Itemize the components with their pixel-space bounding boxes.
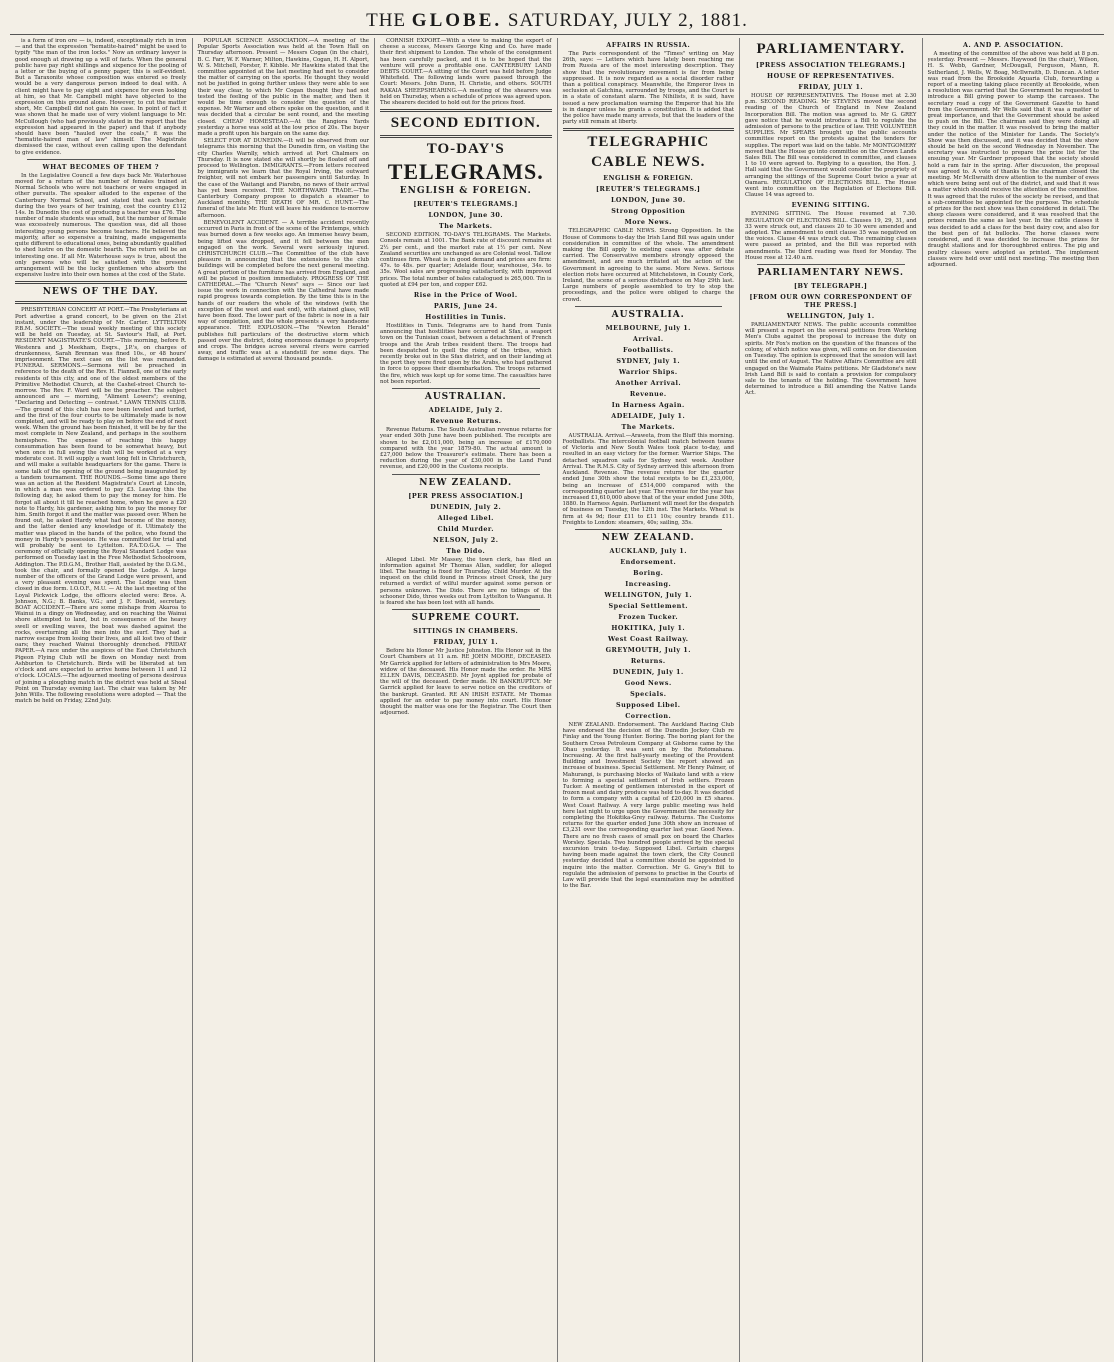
heading-revenue-returns: Revenue Returns.: [429, 417, 502, 426]
article-hematite: is a form of iron ore — is, indeed, exceptionally rich in iron — and that the expression "hematite-haired" might be used to typify "the man of the iron locks." Now an ordinary lawyer is good enough at drawing up a will of facts. When the general public have pay right shillings and sixpence for the pooling of a letter or the buying of a penny paper, this is self-evident. But a Taraxonite whose composition was entered so freely would be a very dangerous person indeed to deal with. A client might have to pay eight and sixpence for even looking at him, so that Mr. Campbell might have objected to the expression on this ground alone. However, to cut the matter short, Mr. Campbell did not gain his case. In point of fact it was shown that he made use of very violent language to Mr. McCullough (who had previously stated in the report that the expression had appeared in the paper) and that if anybody should have been "hauled over the coals," it was the "hematite-haired man of law" himself. The Magistrate dismissed the case, without even calling upon the defendant to give evidence.: [15, 38, 187, 156]
heading-parliamentary: PARLIAMENTARY.: [756, 41, 906, 57]
article-dunedin: SELECT FOR AT DUNEDIN.—It will be observed from our telegrams this morning that the Dunedin firm, on visiting the city Charles Warnlly, which arrived at Port Chalmers on Thursday. It is now stated she will shortly be floated off and proceed to Wellington. IMMIGRANTS.—From letters received by immigrants we learn that the Royal Irving, the outward freighter, will not embark her passengers until Saturday. In the case of the Waitangi and Piarebn, no news of their arrival has yet been received. THE NORTHWARD TRADE.—The Canterbury Company propose to dispatch a steamer to Auckland monthly. THE DEATH OF MR. C. HUNT.—The funeral of the late Mr. Hunt will leave his residence to-morrow afternoon.: [197, 138, 369, 219]
rule: [757, 264, 905, 265]
heading-markets: The Markets.: [438, 222, 493, 231]
heading-endorsement: Endorsement.: [620, 557, 677, 566]
heading-rise-price: Rise in the Price of Wool.: [413, 291, 518, 300]
heading-west-coast-railway: West Coast Railway.: [607, 634, 689, 643]
article-cornish-export: CORNISH EXPORT.—With a view to making the export of cheese a success, Messrs George King and Co. have made their first shipment to London. The whole of the consignment has been carefully packed, and it is to be hoped that the venture will prove a profitable one. CANTERBURY LAND DEBTS COURT.—A sitting of the Court was held before Judge Whitefield. The following lands were passed through the Court: Messrs. John Dunn, H. Christie, and others. SOUTH RAKAIA SHEEPSHEARING.—A meeting of the shearers was held on Thursday, when a schedule of prices was agreed upon. The shearers decided to hold out for the prices fixed.: [380, 38, 552, 107]
heading-correction: Correction.: [625, 711, 672, 720]
article-hostilities: Hostilities in Tunis. Telegrams are to hand from Tunis announcing that hostilities have occurred at Sfax, a seaport town on the Tunisian coast, between a detachment of French troops and the Arab tribes resident there. The troops had been despatched to quell the rising of the tribes, which recently broke out in the Sfax district, and on their landing at the port they were fired upon by the Arabs, who had gathered in force to oppose their disembarkation. The troops returned the fire, which was kept up for some time. The casualties have not been reported.: [380, 323, 552, 385]
heading-child-murder: Child Murder.: [437, 524, 494, 533]
heading-hokitika: HOKITIKA, July 1.: [611, 623, 686, 632]
article-cable-news: TELEGRAPHIC CABLE NEWS. Strong Opposition. In the House of Commons to-day the Irish Land Bill was again under consideration in committee of the whole. The amendment making the Bill apply to existing cases was after debate carried. The Conservative members strongly opposed the amendment, and are much irritated at the action of the Government in agreeing to the same. More News. Serious election riots have occurred at Mitchelstown, in County Cork, Ireland, the scene of a serious disturbance on May 29th last. Large numbers of people assembled to try to stop the proceedings, and the police were obliged to charge the crowd.: [562, 228, 734, 303]
heading-australian: AUSTRALIAN.: [424, 392, 507, 403]
heading-london: LONDON, June 30.: [428, 211, 504, 220]
columns: [10, 38, 1104, 1362]
heading-second-edition: SECOND EDITION.: [390, 115, 541, 132]
article-supreme-court: Before his Honor Mr Justice Johnston. His Honor sat in the Court Chambers at 11 a.m. RE JOHN MOORE, DECEASED. Mr Garrick applied for letters of administration to Mrs Moore, widow of the deceased. His Honor made the order. Re MRS ELLEN DAVIS, DECEASED. Mr Joynt applied for probate of the will of the deceased. Order made. IN BANKRUPTCY. Mr Garrick applied for leave to serve notice on the creditors of the bankrupt. Granted. RE AN IRISH ESTATE. Mr Thomas applied for an order to pay money into court. His Honor thought the matter was one for the Registrar. The Court then adjourned.: [380, 648, 552, 717]
column-4: [558, 38, 741, 1362]
double-rule: [15, 281, 187, 284]
heading-reuter-2: [REUTER'S TELEGRAMS.]: [596, 185, 701, 194]
heading-sydney: SYDNEY, July 1.: [616, 356, 681, 365]
heading-evening-sitting: EVENING SITTING.: [791, 201, 870, 210]
column-2: [193, 38, 376, 1362]
heading-new-zealand-2: NEW ZEALAND.: [601, 532, 695, 543]
heading-special-settlement: Special Settlement.: [608, 601, 688, 610]
heading-supposed-libel: Supposed Libel.: [616, 700, 681, 709]
heading-increasing: Increasing.: [625, 579, 672, 588]
heading-melbourne: MELBOURNE, July 1.: [605, 323, 691, 332]
heading-hostilities: Hostilities in Tunis.: [425, 313, 507, 322]
heading-another-arrival: Another Arrival.: [615, 378, 682, 387]
heading-what-becomes: WHAT BECOMES OF THEM ?: [42, 162, 160, 171]
double-rule: [15, 301, 187, 304]
article-russia: The Paris correspondent of the "Times" writing on May 26th, says: — Letters which have lately been reaching me from Russia are of the most interesting description. They show that the revolutionary movement is far from being suppressed. It is now regarded as a social disorder rather than a political conspiracy. Meanwhile, the Emperor lives in seclusion at Gatchina, surrounded by troops, and the Court is in a state of constant alarm. The Nihilists, it is said, have issued a new proclamation warning the Emperor that his life is in danger unless he grants a constitution. It is added that the police have made many arrests, but that the leaders of the party still remain at liberty.: [562, 51, 734, 126]
heading-adelaide-july1: ADELAIDE, July 1.: [611, 411, 686, 420]
heading-pa-telegrams: [PRESS ASSOCIATION TELEGRAMS.]: [756, 61, 906, 69]
heading-todays: TO-DAY'S: [426, 141, 505, 158]
rule: [575, 306, 723, 307]
heading-affairs-russia: AFFAIRS IN RUSSIA.: [606, 41, 691, 49]
article-accident: BENEVOLENT ACCIDENT. — A terrible accident recently occurred in Paris in front of the scene of the Printemps, which was burned down a few weeks ago. An immense heavy beam, being lifted was dropped, and it fell between the men engaged on the work. Several were seriously injured. CHRISTCHURCH CLUB.—The Committee of the club have pleasure in announcing that the extensions to the club buildings will be completed before the next general meeting. A great portion of the furniture has arrived from England, and will be placed in position immediately. PROGRESS OF THE CATHEDRAL.—The "Church News" says — Since our last issue the work in connection with the Cathedral have made rapid progress towards completion. By the time this is in the hands of our readers the whole of the windows (with the exception of the west and east end), with stained glass, will have been fixed. The lower part of the fabric is now in a fair way of completion, and the whole presents a very handsome appearance. THE EXPLOSION.—The "Newton Herald" publishes full particulars of the destructive storm which passed over the district, doing enormous damage to property and crops. The bridges across several rivers were carried away, and traffic was at a standstill for some days. The damage is estimated at several thousand pounds.: [197, 219, 369, 363]
heading-house-reps: HOUSE OF REPRESENTATIVES.: [767, 72, 895, 80]
heading-football: Footballists.: [623, 345, 674, 354]
article-ap-association: A meeting of the committee of the above was held at 8 p.m. yesterday. Present — Messrs. Haywood (in the chair), Wilson, H. S. Webb, Gardner, McDougall, Ferguson, Mann, R. Sutherland, J. Wells, W. Boag, McIlwraith, D. Duncan. A letter was read from the Brookside Aquaria Club, forwarding a report of a meeting taking place recently at Brookside, when a resolution was carried that the Government be requested to introduce a Bill giving power to stamp the carcases. The secretary read a copy of the Government Gazette to hand from the Government. Mr Wells said that it was a matter of great importance, and that the Government should be asked to push on the Bill. The chairman said they were doing all they could in the matter. It was resolved to bring the matter under the notice of the Minister for Lands. The Society's Show was then discussed, and it was decided that the show should be held on the second Wednesday in November. The secretary was instructed to prepare the prize list for the ensuing year. Mr Gardner proposed that the society should hold a ram fair in the spring. After discussion, the proposal was agreed to. A vote of thanks to the chairman closed the meeting. Mr McIlwraith drew attention to the number of ewes which were being sent out of the district, and said that it was a matter which should receive the attention of the committee. It was agreed that the rules of the society be revised, and that a sub-committee be appointed for the purpose. The schedule of prizes for the next show was then considered in detail. The sheep classes were considered, and it was resolved that the prizes remain the same as last year. In the cattle classes it was decided to add a class for the best dairy cow, and also for the best pen of fat bullocks. The horse classes were considered, and it was decided to increase the prizes for draught stallions and for thoroughbred entires. The pig and poultry classes were adopted as printed. The implement classes were held over until next meeting. The meeting then adjourned.: [927, 51, 1099, 268]
double-rule: [563, 128, 735, 131]
heading-strong-opposition: Strong Opposition: [611, 207, 686, 216]
article-evening: EVENING SITTING. The House resumed at 7.30. REGULATION OF ELECTIONS BILL. Clauses 19, 29, 31, and 33 were struck out, and clauses 20 to 30 were amended and adopted. The amendment to omit clause 35 was negatived on the voices. Clause 44 was struck out. The remaining clauses were passed as printed, and the Bill was reported with amendments. The third reading was fixed for Monday. The House rose at 12.40 a.m.: [745, 211, 917, 261]
article-house: HOUSE OF REPRESENTATIVES. The House met at 2.30 p.m. SECOND READING. Mr STEVENS moved the second reading of the Church of England in New Zealand Incorporation Bill. The motion was agreed to. Mr G. GREY gave notice that he would introduce a Bill to regulate the admission of persons to the practice of law. THE VOLUNTEER SUPPLIES. Mr SPEARS brought up the public accounts committee report on the protests against the tenders for supplies. The report was laid on the table. Mr MONTGOMERY moved that the House go into committee on the Crown Lands Sales Bill. The Bill was considered in committee, and clauses 1 to 10 were agreed to. Replying to a question, the Hon. J. Hall said that the Government would consider the propriety of arranging the sittings of the Supreme Court twice a year at Oamaru. REGULATION OF ELECTIONS BILL. The House went into committee on the Regulation of Elections Bill. Clause 14 was agreed to.: [745, 93, 917, 199]
heading-sittings: SITTINGS IN CHAMBERS.: [413, 627, 519, 636]
heading-by-telegraph: [BY TELEGRAPH.]: [794, 282, 868, 291]
heading-arrival: Arrival.: [632, 334, 664, 343]
heading-friday: FRIDAY, JULY 1.: [433, 638, 499, 647]
rule: [27, 159, 175, 160]
article-new-zealand-2: NEW ZEALAND. Endorsement. The Auckland Racing Club have endorsed the decision of the Dunedin Jockey Club re Finlay and the Young Hunter. Boring. The boring plant for the Southern Cross Petroleum Company at Gisborne came by the Ohau yesterday. It was sent on by the Rotomahana. Increasing. At the first half-yearly meeting of the Provident Building and Investment Society the report showed an increase of business. Special Settlement. Mr Henry Palmer, of Mahurangi, is purchasing blocks of Waikato land with a view to forming a special settlement of Irish settlers. Frozen Tucker. A meeting of gentlemen interested in the export of frozen meat and dairy produce was held to-day. It was decided to form a company with a capital of £20,000 in £5 shares. West Coast Railway. A very large public meeting was held here last night to urge upon the Government the necessity for completing the Hokitika-Grey railway. Returns. The Customs returns for the quarter ended June 30th show an increase of £3,231 over the corresponding quarter last year. Good News. There are no fresh cases of small pox on board the Charles Worsley. Specials. Two hundred people arrived by the special excursion train to-day. Supposed Libel. Certain charges having been made against the town clerk, the City Council yesterday decided that a committee should be appointed to inquire into the matter. Correction. Mr G. Grey's Bill to regulate the admission of persons to practise in the Courts of Law will provide that the legal examination may be admitted to the Bar.: [562, 721, 734, 890]
article-revenue-returns: Revenue Returns. The South Australian revenue returns for year ended 30th June have been published. The receipts are shown to be £2,011,000, being an increase of £170,000 compared with the year 1879-80. The actual amount is £27,000 below the Treasurer's estimate. There has been a reduction during the year of £30,000 in the Land Fund revenue, and £20,000 in the Customs receipts.: [380, 427, 552, 471]
heading-frozen-tucker: Frozen Tucker.: [618, 612, 679, 621]
rule: [575, 529, 723, 530]
heading-greymouth: GREYMOUTH, July 1.: [605, 645, 691, 654]
heading-australia: AUSTRALIA.: [611, 309, 685, 320]
rule: [392, 388, 540, 389]
heading-nelson: NELSON, July 2.: [433, 535, 499, 544]
heading-auckland: AUCKLAND, July 1.: [609, 546, 687, 555]
double-rule: [380, 109, 552, 112]
heading-ap-association: A. AND P. ASSOCIATION.: [963, 41, 1064, 49]
heading-the-dido: The Dido.: [446, 546, 486, 555]
heading-in-harness: In Harness Again.: [611, 400, 685, 409]
article-popular-science: POPULAR SCIENCE ASSOCIATION.—A meeting of the Popular Sports Association was held at the Town Hall on Thursday afternoon. Present — Messrs Cogan (in the chair), B. C. Farr, W. F. Warner, Milton, Hawkins, Cogan, H. H. Alport, W. S. Mitchell, Forster, F. Kibble. Mr Hawkins stated that the committee appointed at the last meeting had met to consider the matter of carrying on the sports. He thought they would not be justified in going further unless they were able to see their way clear, to which Mr Cogan thought they had not tested the feeling of the public in the matter, and then it would be time enough to consider the question of the expense. Mr Warner and others spoke on the question, and it was decided that a circular be sent round, and the meeting closed. CHEAP HOMESTEAD.—At the Rangiora Yards yesterday a horse was sold at the low price of 20s. The buyer made a profit upon his bargain on the same day.: [197, 38, 369, 138]
double-rule: [380, 135, 552, 138]
heading-paris: PARIS, June 24.: [433, 302, 498, 311]
heading-revenue: Revenue.: [629, 389, 667, 398]
article-markets: SECOND EDITION. TO-DAY'S TELEGRAMS. The Markets. Consols remain at 1001. The Bank rate of discount remains at 2½ per cent., and the market rate at 1½ per cent. New Zealand securities are unchanged as are Colonial wool. Tallow continues firm. Wheat is in good demand and prices are firm: 47s. to 48s. per quarter; Adelaide flour, warehouse, 34s. to 35s. Wool sales are progressing satisfactorily, with improved prices. The total number of bales catalogued is 265,000. Tin is quoted at £94 per ton, and copper £62.: [380, 232, 552, 288]
masthead-date: SATURDAY, JULY 2, 1881.: [507, 10, 748, 31]
heading-alleged-libel: Alleged Libel.: [437, 513, 494, 522]
heading-dunedin: DUNEDIN, July 2.: [430, 502, 502, 511]
column-1: [10, 38, 193, 1362]
heading-pa: [PER PRESS ASSOCIATION.]: [408, 491, 524, 500]
heading-english-foreign-2: ENGLISH & FOREIGN.: [603, 174, 694, 183]
heading-dunedin-july1: DUNEDIN, July 1.: [612, 667, 684, 676]
heading-telegrams: TELEGRAMS.: [387, 159, 544, 185]
heading-parliamentary-news: PARLIAMENTARY NEWS.: [757, 268, 905, 279]
column-5: [740, 38, 923, 1362]
rule: [392, 609, 540, 610]
heading-warrior-ships: Warrior Ships.: [618, 367, 678, 376]
heading-wellington-july1: WELLINGTON, July 1.: [786, 312, 875, 321]
heading-boring: Boring.: [633, 568, 664, 577]
heading-telegraphic: TELEGRAPHIC: [587, 134, 710, 151]
article-parliamentary-news: PARLIAMENTARY NEWS. The public accounts committee will present a report on the several petitions from Working Men's Clubs against the proposal to increase the duty on spirits. Mr Fox's motion on the question of the finances of the colony, of which notice was given, will come on for discussion on Tuesday. The opinion is expressed that the session will last until the end of August. The Native Affairs Committee are still engaged on the Waimate Plains petitions. Mr Gladstone's new Irish Land Bill is said to contain a provision for compulsory sale to the tenants of the holding. The Government have determined to introduce a Bill amending the Native Lands Act.: [745, 322, 917, 397]
heading-english-foreign: ENGLISH & FOREIGN.: [399, 186, 532, 197]
article-new-zealand: Alleged Libel. Mr Massey, the town clerk, has filed an information against Mr Thomas Allan, saddler, for alleged libel. The hearing is fixed for Thursday. Child Murder. At the inquest on the child found in Princes street Creek, the jury returned a verdict of wilful murder against some person or persons unknown. The Dido. There are no tidings of the schooner Dido, three weeks out from Lyttelton to Wanganui. It is feared she has been lost with all hands.: [380, 556, 552, 606]
heading-news-of-day: NEWS OF THE DAY.: [42, 287, 159, 298]
heading-good-news: Good News.: [624, 678, 672, 687]
heading-new-zealand: NEW ZEALAND.: [419, 477, 513, 488]
heading-returns: Returns.: [630, 656, 666, 665]
heading-specials: Specials.: [630, 689, 667, 698]
column-6: [923, 38, 1105, 1362]
heading-the-markets-2: The Markets.: [621, 422, 676, 431]
heading-reuter: [REUTER'S TELEGRAMS.]: [413, 200, 518, 209]
column-3: [375, 38, 558, 1362]
heading-cable-news: CABLE NEWS.: [591, 154, 706, 171]
masthead: [10, 8, 1104, 35]
heading-london-june30: LONDON, June 30.: [610, 196, 686, 205]
heading-own-corr: [FROM OUR OWN CORRESPONDENT OF THE PRESS.]: [749, 293, 913, 310]
heading-wellington: WELLINGTON, July 1.: [604, 590, 693, 599]
masthead-title: GLOBE.: [411, 10, 503, 31]
heading-more-news: More News.: [624, 218, 672, 227]
article-australia: AUSTRALIA. Arrival.—Araweta, from the Bluff this morning. Footballists. The intercolonial football match between teams of Victoria and New South Wales took place to-day, and resulted in an easy victory for the former. Warrior Ships. The detached squadron sails for Sydney next week. Another Arrival. The R.M.S. City of Sydney arrived this afternoon from Auckland. Revenue. The revenue returns for the quarter ended June 30th show the total receipts to be £1,233,000, being an increase of £514,000 compared with the corresponding quarter last year. The revenue for the year has increased £1,610,000 above that of the year ended June 30th, 1880. In Harness Again. Parliament will meet for the despatch of business on Tuesday, the 12th inst. The Markets. Wheat is firm at 4s 9d; flour £11 to £11 10s; country brands £11. Freights to London: steamers, 40s; sailing, 35s.: [562, 432, 734, 526]
masthead-the: THE: [366, 10, 407, 31]
heading-supreme-court: SUPREME COURT.: [411, 613, 520, 624]
article-what-becomes: In the Legislative Council a few days back Mr. Waterhouse moved for a return of the number of females trained at Normal Schools who were not teachers or were engaged in other pursuits. The speaker alluded to the expense of the Canterbury Normal School, and stated that each teacher, during the two years of her training, cost the country £112 14s. In Dunedin the cost of producing a teacher was £76. The number of male students was small, but the number of female was excessively numerous. The question was, did all those interesting young persons become teachers. He believed the majority, after so expensive a training, made engagements quite different to educational ones, being abundantly qualified to shed lustre on the domestic hearth. The return will be an interesting one. If all Mr. Waterhouse says is true, about the only persons who will be satisfied with the present arrangement will be the lucky gentlemen who absorb the expensive lustre into their own homes at the cost of the State.: [15, 172, 187, 279]
heading-adelaide: ADELAIDE, July 2.: [428, 406, 503, 415]
article-news-of-day: PRESBYTERIAN CONCERT AT PORT.—The Presbyterians at Port advertise a grand concert, to be given on the 21st instant, under the leadership of Mr. Carter. LYTTELTON P.B.M. SOCIETY.—The usual weekly meeting of this society will be held on Tuesday, at St. Saviour's Hall, at Port. RESIDENT MAGISTRATE'S COURT.—This morning, before R. Westenra and J. Meekham, Esqrs., J.P.'s, on charges of drunkenness, Sarah Brennan was fined 10s., or 48 hours' imprisonment. The next case on the list was remanded. FUNERAL SERMONS.—Sermons will be preached in reference to the death of the Rev. H. Fiannell, one of the early residents of this city, and one of the oldest members of the Primitive Methodist Church, at the Cashel-street Church to-morrow. The Rev. F. Ward will be the preacher. The subject announced are — morning, "Aliment Lowers"; evening, "Declaring and Detecting — contrast." LAWN TENNIS CLUB.—The ground of this club has now been leveled and turfed, and the first of the four courts to be ultimately made is now completed, and will be ready to play on before the end of next week. When the ground has been finished, it will be by far the most complete in New Zealand, and perhaps in the southern hemisphere. The expense of reaching this happy consummation has been found to be somewhat heavy, but when once in full swing the club will be worked at a very moderate cost. It will supply a want long felt in Christchurch, and will make a suitable headquarters for the game. There is some talk of the opening of the ground being inaugurated by a tandem tournament. THE ROUNDS.—Some time ago there was an action at the Resident Magistrate's Court at Lincoln, in which a man was ordered to pay £3. Leaving this the following day, he asked them to pay the money for him. He forgot all about it till he reached home, when he gave a £20 note to Hardy, his gardener, asking him to pay the money for him. Smith forgot it and the matter was passed over. When he found out, he asked Hardy what had become of the money, and the latter denied any knowledge of it. Ultimately the matter was placed in the hands of the police, who found the money in Hardy's possession. He was committed for trial and will probably be sent to Lyttelton. P.A.T.O.G.A. — The ceremony of officially opening the Royal Standard Lodge was performed on Tuesday last in the Free Methodist Schoolroom, Addington. The P.D.G.M., Brother Hall, assisted by the D.G.M., took the chair, and formally opened the Lodge. A large number of the officers of the Grand Lodge were present, and a very pleasant evening was spent. The Lodge was then closed in due form. I.O.O.F., M.U. — At the last meeting of the Loyal Pickwick Lodge, the officers elected were: Bros. A. Johnson, N.G.; B. Banks, V.G.; and J. F. Donald, secretary. BOAT ACCIDENT.—There are some mishaps from Akaroa to Wainui in a dingy on Wednesday, and on reaching the Wainui shore attempted to land, but in consequence of the heavy swell or swelling waves, the boat was dashed against the rocks, overturning all the men into the surf. They had a narrow escape from losing their lives, and all lost two of their oars; they reached Wainui thoroughly drenched. FRIDAY PAPER.—A race under the auspices of the East Christchurch Pigeon Flying Club will be flown on Monday next from Ashburton to Christchurch. Birds will be liberated at ten o'clock and are expected to arrive home between 11 and 12 o'clock. LOCALS.—The adjourned meeting of persons desirous of joining a ploughing match in the district was held at Shoal Point on Thursday evening last. The chair was taken by Mr John Wills. The following resolutions were adopted — That the match be held on Friday, 22nd July.: [15, 307, 187, 705]
rule: [392, 474, 540, 475]
heading-friday-july1: FRIDAY, JULY 1.: [798, 83, 864, 91]
